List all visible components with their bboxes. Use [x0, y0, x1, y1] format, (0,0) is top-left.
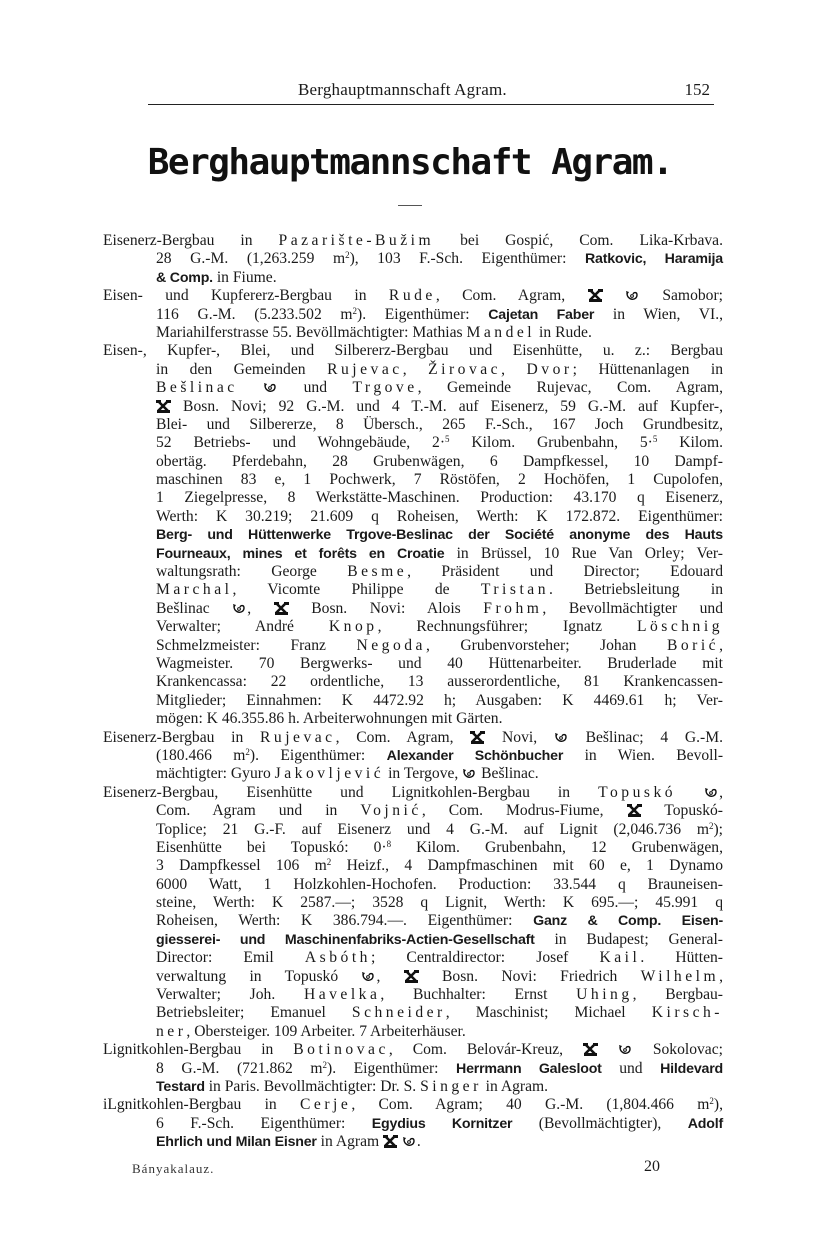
entry-line — [103, 361, 723, 379]
entry-text: , Rechnungsführer; Ignatz — [377, 618, 637, 636]
spaced-place-name: Negoda — [356, 636, 426, 654]
spaced-place-name: Žirovac — [428, 360, 502, 378]
mine-entry — [103, 232, 723, 287]
spaced-place-name: Dvor — [526, 360, 573, 378]
entry-text — [238, 379, 263, 396]
entry-text: Verwalter; Joh. — [156, 986, 304, 1004]
entry-text: in Paris. Bevollmächtigter: Dr. S. — [204, 1077, 421, 1095]
owner-name-bold: Fourneaux, mines et forêts en Croatie — [156, 545, 445, 562]
entry-text: , Com. Agram, — [435, 287, 588, 305]
entry-line — [103, 968, 723, 986]
spaced-place-name: Uhing — [576, 986, 633, 1004]
entry-line — [103, 1004, 723, 1022]
entry-text: Heizf., 4 Dampfmaschinen mit 60 e, 1 Dynamo — [331, 857, 723, 875]
owner-name-bold: Adolf — [687, 1115, 724, 1132]
entry-text: , Com. Agram; 40 G.-M. (1,804.466 m — [351, 1096, 710, 1114]
entry-line — [103, 637, 723, 655]
superscript: 2 — [245, 746, 250, 757]
entry-line — [103, 1060, 723, 1078]
entry-line — [103, 269, 723, 287]
owner-name-bold: Ehrlich und Milan Eisner — [156, 1134, 317, 1151]
entry-text: Director: Emil — [156, 949, 305, 967]
spaced-place-name: Schneider — [351, 1004, 446, 1022]
crossed-hammers-icon — [383, 1135, 398, 1148]
superscript: 5 — [652, 434, 658, 445]
entry-line — [103, 912, 723, 930]
mine-entry — [103, 784, 723, 1041]
crossed-hammers-icon — [274, 602, 289, 615]
entry-text: ). Eigenthümer: — [249, 746, 387, 764]
entry-text: Bosn. Novi: Friedrich — [418, 967, 641, 985]
entry-line — [103, 894, 723, 912]
owner-name-bold: Alexander Schönbucher — [386, 747, 564, 764]
crossed-hammers-icon — [627, 804, 642, 817]
entry-text: ), — [713, 1096, 723, 1114]
entry-text: Toplice; 21 G.-F. auf Eisenerz und 4 G.-M. auf Lignit (2,046.736 m — [156, 820, 709, 838]
post-horn-icon — [554, 731, 569, 744]
spaced-place-name: Jakovljević — [274, 765, 385, 783]
spaced-place-name: Rujevac — [260, 728, 336, 746]
entry-text: in Wien. Bevoll- — [563, 746, 724, 764]
mine-entry — [103, 1041, 723, 1096]
mine-entry — [103, 287, 723, 342]
entry-text: ; Hüttenanlagen in — [572, 360, 724, 378]
entry-text: Bosn. Novi: Alois — [288, 599, 484, 617]
entry-line — [103, 250, 723, 268]
entry-text: , Vicomte Philippe de — [232, 581, 481, 599]
superscript: 2 — [345, 250, 350, 261]
entry-line — [103, 673, 723, 691]
entry-text: in Fiume. — [212, 268, 277, 286]
entry-text: Bešlinac — [156, 599, 233, 617]
post-horn-icon — [625, 289, 640, 302]
superscript: 2 — [709, 1096, 714, 1107]
entry-text: Eisen- und Kupfererz-Bergbau in — [103, 287, 389, 305]
entry-text: ). Eigenthümer: — [327, 1059, 457, 1077]
entry-line — [103, 471, 723, 489]
spaced-place-name: Bešlinac — [156, 379, 238, 397]
spaced-place-name: Rujevac — [327, 360, 403, 378]
entry-line — [103, 434, 723, 452]
post-horn-icon — [704, 786, 719, 799]
entry-text: Mitglieder; Einnahmen: K 4472.92 h; Ausgaben: K 4469.61 h; Ver- — [156, 691, 723, 709]
entry-text: in Rude. — [535, 323, 592, 341]
entry-text: und — [601, 1059, 661, 1077]
spaced-place-name: Kirsch- — [651, 1004, 723, 1022]
entry-line — [103, 379, 723, 397]
superscript: 2 — [326, 857, 332, 868]
entry-line — [103, 600, 723, 618]
entry-line — [103, 949, 723, 967]
entry-line — [103, 839, 723, 857]
post-horn-icon — [263, 381, 278, 394]
entry-text: , — [247, 599, 274, 617]
spaced-place-name: Asbóth — [304, 949, 371, 967]
entry-line — [103, 986, 723, 1004]
entry-line — [103, 563, 723, 581]
entry-text: , Grubenvorsteher; Johan — [425, 636, 667, 654]
footer-sheet-number: 20 — [644, 1158, 660, 1175]
post-horn-icon — [618, 1043, 633, 1056]
entry-line — [103, 747, 723, 765]
superscript: 2 — [352, 305, 358, 316]
entry-text: , Com. Agram, — [335, 728, 471, 746]
post-horn-icon — [402, 1135, 417, 1148]
owner-name-bold: Herrmann Galesloot — [456, 1060, 602, 1077]
page-title: Berghauptmannschaft Agram. — [147, 142, 673, 183]
entry-text: iLgnitkohlen-Bergbau in — [103, 1096, 301, 1114]
entry-text: , — [719, 636, 724, 654]
spaced-place-name: Tristan — [480, 581, 550, 599]
post-horn-icon — [462, 767, 477, 780]
entry-text: steine, Werth: K 2587.—; 3528 q Lignit, Werth: K 695.—; 45.991 q — [156, 894, 723, 912]
entry-text: Eisen-, Kupfer-, Blei, und Silbererz-Bergbau und Eisenhütte, u. z.: Bergbau — [103, 342, 723, 360]
owner-name-bold: giesserei- und Maschinenfabriks-Actien-Gesellschaft — [156, 931, 535, 948]
entry-text: (180.466 m — [156, 746, 246, 764]
spaced-place-name: Kail — [599, 949, 641, 967]
entry-text: Werth: K 30.219; 21.609 q Roheisen, Werth: K 172.872. Eigenthümer: — [156, 507, 723, 525]
entry-text: Bosn. Novi; 92 G.-M. und 4 T.-M. auf Eisenerz, 59 G.-M. auf Kupfer-, — [171, 397, 723, 415]
mining-entries-list — [103, 232, 723, 1152]
entry-line — [103, 324, 723, 342]
entry-text: Eisenerz-Bergbau, Eisenhütte und Lignitkohlen-Bergbau in — [103, 783, 599, 801]
page-number: 152 — [684, 80, 710, 99]
entry-line — [103, 1023, 723, 1041]
entry-text: , Com. Modrus-Fiume, — [421, 802, 627, 820]
entry-text: Blei- und Silbererze, 8 Übersch., 265 F.-Sch., 167 Joch Grundbesitz, — [156, 415, 723, 433]
entry-text: , — [402, 360, 429, 378]
entry-text: Schmelzmeister: Franz — [156, 636, 357, 654]
entry-line — [103, 1078, 723, 1096]
entry-text: 1 Ziegelpresse, 8 Werkstätte-Maschinen. Production: 43.170 q Eisenerz, — [156, 489, 723, 507]
entry-text: 8 G.-M. (721.862 m — [156, 1059, 323, 1077]
entry-text: Com. Agram und in — [156, 802, 361, 820]
entry-text: Lignitkohlen-Bergbau in — [103, 1041, 294, 1059]
entry-text: 116 G.-M. (5.233.502 m — [156, 305, 353, 323]
entry-line — [103, 876, 723, 894]
entry-text: bei Gospić, Com. Lika-Krbava. — [434, 232, 723, 249]
entry-text: Samobor; — [639, 287, 723, 305]
superscript: 2 — [708, 820, 714, 831]
entry-text: , Bevollmächtigter und — [542, 599, 724, 617]
entry-text: Topuskó- — [641, 802, 723, 820]
spaced-place-name: Vojnić — [360, 802, 422, 820]
entry-line — [103, 232, 723, 250]
entry-text: Kilom. — [657, 434, 723, 452]
entry-text: und — [278, 379, 353, 397]
entry-text: 28 G.-M. (1,263.259 m — [156, 250, 346, 268]
entry-line — [103, 857, 723, 875]
spaced-place-name: Trgove — [352, 379, 418, 397]
entry-text: Krankencassa: 22 ordentliche, 13 ausserordentliche, 81 Krankencassen- — [156, 673, 723, 691]
entry-line — [103, 526, 723, 544]
entry-text: ; Centraldirector: Josef — [370, 949, 600, 967]
entry-text: Verwalter; André — [156, 618, 329, 636]
entry-line — [103, 692, 723, 710]
entry-text: Mariahilferstrasse 55. Bevöllmächtigter: Mathias — [156, 323, 467, 341]
post-horn-icon — [232, 602, 247, 615]
owner-name-bold: Ratkovic, Haramija — [584, 251, 723, 268]
entry-line — [103, 1096, 723, 1114]
entry-line — [103, 655, 723, 673]
entry-text: in Tergove, — [384, 765, 463, 783]
owner-name-bold: Hildevard — [660, 1060, 723, 1077]
entry-text: Bešlinac. — [477, 765, 539, 783]
entry-text: , — [719, 967, 724, 985]
entry-text: maschinen 83 e, 1 Pochwerk, 7 Röstöfen, 2 Hochöfen, 1 Cupolofen, — [156, 471, 723, 489]
entry-text: , — [376, 967, 404, 985]
entry-text: ), 103 F.-Sch. Eigenthümer: — [349, 250, 585, 268]
entry-text: ); — [713, 820, 723, 838]
spaced-place-name: Pazarište-Bužim — [278, 232, 435, 249]
entry-text: , Com. Belovár-Kreuz, — [388, 1041, 583, 1059]
entry-text: Roheisen, Werth: K 386.794.—. Eigenthümer: — [156, 912, 534, 930]
mine-entry — [103, 342, 723, 728]
owner-name-bold: & Comp. — [156, 269, 213, 286]
entry-line — [103, 802, 723, 820]
entry-line — [103, 931, 723, 949]
crossed-hammers-icon — [588, 289, 603, 302]
entry-text: . — [416, 1133, 421, 1151]
spaced-place-name: Singer — [420, 1077, 482, 1095]
mine-entry — [103, 1096, 723, 1151]
entry-text: obertäg. Pferdebahn, 28 Grubenwägen, 6 Dampfkessel, 10 Dampf- — [156, 452, 723, 470]
entry-line — [103, 489, 723, 507]
entry-line — [103, 398, 723, 416]
entry-text: Novi, — [485, 728, 554, 746]
entry-text: , Bergbau- — [632, 986, 723, 1004]
crossed-hammers-icon — [470, 731, 485, 744]
spaced-place-name: Löschnig — [636, 618, 723, 636]
entry-line — [103, 508, 723, 526]
entry-line — [103, 581, 723, 599]
spaced-place-name: Wilhelm — [640, 967, 720, 985]
entry-text: Bešlinac; 4 G.-M. — [568, 728, 723, 746]
entry-text: mächtigter: Gyuro — [156, 765, 275, 783]
entry-line — [103, 765, 723, 783]
entry-line — [103, 453, 723, 471]
entry-text: 6 F.-Sch. Eigenthümer: — [156, 1114, 372, 1132]
entry-text: , Gemeinde Rujevac, Com. Agram, — [417, 379, 723, 397]
spaced-place-name: ner — [156, 1022, 187, 1040]
entry-text: Sokolovac; — [632, 1041, 723, 1059]
entry-text: , Präsident und Director; Edouard — [407, 563, 723, 581]
spaced-place-name: Marchal — [156, 581, 233, 599]
entry-text: Wagmeister. 70 Bergwerks- und 40 Hüttenarbeiter. Bruderlade mit — [156, 654, 723, 672]
entry-text: (Bevollmächtigter), — [512, 1114, 688, 1132]
crossed-hammers-icon — [156, 400, 171, 413]
entry-text: mögen: K 46.355.86 h. Arbeiterwohnungen mit Gärten. — [156, 710, 503, 728]
superscript: 2 — [322, 1059, 328, 1070]
superscript: 8 — [386, 838, 392, 849]
owner-name-bold: Egydius Kornitzer — [371, 1115, 513, 1132]
entry-line — [103, 1133, 723, 1151]
owner-name-bold: Testard — [156, 1078, 205, 1095]
entry-text: 52 Betriebs- und Wohngebäude, 2· — [156, 434, 446, 452]
superscript: 5 — [445, 434, 450, 445]
entry-line — [103, 1041, 723, 1059]
entry-text: waltungsrath: George — [156, 563, 348, 581]
entry-line — [103, 545, 723, 563]
owner-name-bold: Cajetan Faber — [488, 306, 595, 323]
entry-text — [603, 287, 625, 304]
entry-text: in Agram — [316, 1133, 384, 1151]
entry-text: Eisenerz-Bergbau in — [103, 232, 279, 249]
entry-text: 3 Dampfkessel 106 m — [156, 857, 327, 875]
spaced-place-name: Cerje — [300, 1096, 352, 1114]
spaced-place-name: Rude — [388, 287, 436, 305]
entry-line — [103, 729, 723, 747]
entry-text: Eisenhütte bei Topuskó: 0· — [156, 838, 387, 856]
entry-line — [103, 821, 723, 839]
title-divider — [398, 205, 422, 206]
entry-line — [103, 784, 723, 802]
entry-text: , — [719, 783, 723, 801]
crossed-hammers-icon — [583, 1043, 598, 1056]
mine-entry — [103, 729, 723, 784]
spaced-place-name: Frohm — [483, 599, 543, 617]
entry-text — [676, 784, 704, 801]
entry-text: ). Eigenthümer: — [357, 305, 489, 323]
crossed-hammers-icon — [404, 970, 419, 983]
entry-text: in Brüssel, 10 Rue Van Orley; Ver- — [444, 544, 723, 562]
entry-line — [103, 618, 723, 636]
spaced-place-name: Besme — [347, 563, 408, 581]
spaced-place-name: Havelka — [303, 986, 381, 1004]
spaced-place-name: Borić — [666, 636, 720, 654]
entry-line — [103, 342, 723, 360]
owner-name-bold: Ganz & Comp. Eisen- — [533, 913, 723, 930]
entry-text: . Betriebsleitung in — [549, 581, 723, 599]
spaced-place-name: Topuskó — [598, 783, 677, 801]
entry-text — [598, 1041, 618, 1058]
entry-text: in Agram. — [481, 1077, 549, 1095]
entry-line — [103, 416, 723, 434]
entry-text: 6000 Watt, 1 Holzkohlen-Hochofen. Production: 33.544 q Brauneisen- — [156, 875, 723, 893]
entry-text: in Wien, VI., — [594, 305, 723, 323]
running-head-title: Berghauptmannschaft Agram. — [298, 80, 507, 99]
entry-text: , — [501, 360, 527, 378]
spaced-place-name: Botinovac — [293, 1041, 389, 1059]
entry-text: Betriebsleiter; Emanuel — [156, 1004, 352, 1022]
entry-text: Kilom. Grubenbahn, 12 Grubenwägen, — [391, 838, 723, 856]
owner-name-bold: Berg- und Hüttenwerke Trgove-Beslinac der Société anonyme des Hauts — [156, 527, 723, 544]
spaced-place-name: Mandel — [466, 323, 536, 341]
entry-text: verwaltung in Topuskó — [156, 967, 362, 985]
entry-text: Eisenerz-Bergbau in — [103, 728, 261, 746]
entry-text: . Hütten- — [640, 949, 723, 967]
entry-line — [103, 1115, 723, 1133]
entry-text: , Buchhalter: Ernst — [380, 986, 577, 1004]
entry-line — [103, 287, 723, 305]
entry-text: in den Gemeinden — [156, 360, 328, 378]
entry-text: , Obersteiger. 109 Arbeiter. 7 Arbeiterhäuser. — [186, 1022, 466, 1040]
entry-text: , Maschinist; Michael — [445, 1004, 652, 1022]
entry-text: Kilom. Grubenbahn, 5· — [449, 434, 653, 452]
entry-line — [103, 710, 723, 728]
running-head — [148, 78, 714, 105]
footer-signature: Bányakalauz. — [132, 1161, 215, 1176]
post-horn-icon — [361, 970, 376, 983]
entry-text: in Budapest; General- — [534, 930, 723, 948]
spaced-place-name: Knop — [328, 618, 378, 636]
entry-line — [103, 306, 723, 324]
